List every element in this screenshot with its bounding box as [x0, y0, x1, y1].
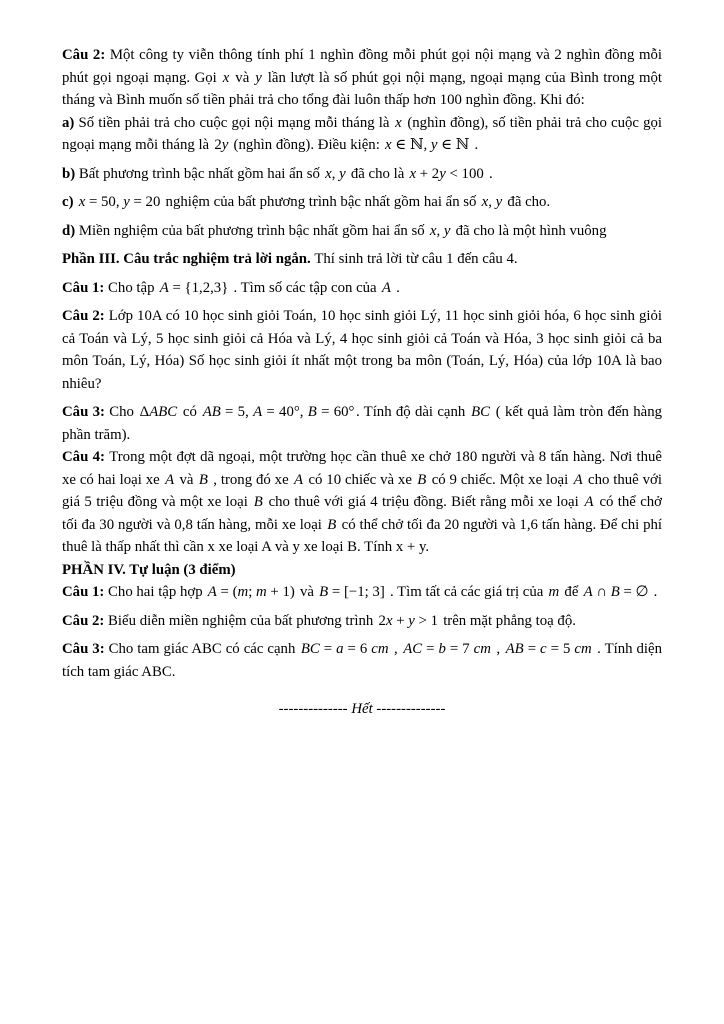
text-run: Cho: [109, 404, 139, 420]
text-run: có thể chở tối đa 30 người và 0,8 tấn hàng, mỗi xe loại: [62, 494, 662, 533]
text-run: đã cho.: [503, 194, 551, 210]
text-run: .: [392, 279, 400, 296]
text-run: lần lượt là số phút gọi nội mạng, ngoại mạng của Bình trong một tháng và Bình muốn số tiền phải trả cho tổng đài luôn thấp hơn 100 nghìn đồng. Khi đó:: [62, 69, 662, 108]
text-run: --------------: [278, 701, 352, 717]
part3-cau4: [62, 446, 662, 559]
math-run: A: [573, 471, 583, 488]
text-run: Một công ty viễn thông tính phí 1 nghìn đồng mỗi phút gọi nội mạng và 2 nghìn đồng mỗi phút gọi ngoại mạng. Gọi: [62, 47, 662, 86]
text-run: Thí sinh trả lời từ câu 1 đến câu 4.: [314, 251, 518, 267]
math-run: A = {1,2,3}: [159, 279, 229, 296]
math-run: A: [165, 471, 175, 488]
text-run: . Tìm tất cả các giá trị của: [386, 584, 548, 600]
text-run: đã cho là một hình vuông: [451, 222, 607, 239]
math-run: x, y: [481, 194, 503, 210]
text-run: , trong đó xe: [209, 471, 293, 488]
math-run: B: [198, 471, 208, 488]
math-run: x, y: [325, 165, 346, 182]
text-run: cho thuê với giá 4 triệu đồng. Biết rằng mỗi xe loại: [264, 494, 584, 510]
math-run: x: [222, 69, 230, 86]
text-run: nghiệm của bất phương trình bậc nhất gồm hai ẩn số: [161, 194, 481, 210]
math-run: ΔABC: [139, 404, 178, 420]
math-run: A ∩ B = ∅: [583, 584, 649, 600]
text-run: Miền nghiệm của bất phương trình bậc nhất gồm hai ẩn số: [78, 222, 429, 239]
text-run: (nghìn đồng), số tiền phải trả cho cuộc gọi ngoại mạng mỗi tháng là: [62, 114, 662, 153]
text-run: . Tính độ dài cạnh: [355, 404, 470, 420]
math-run: 2y: [214, 137, 229, 153]
text-run: và: [175, 471, 198, 488]
text-run: d): [62, 222, 79, 239]
text-run: có 9 chiếc. Một xe loại: [427, 471, 573, 488]
text-run: --------------: [372, 701, 446, 717]
text-run: đã cho là: [347, 165, 408, 182]
text-run: Biểu diễn miền nghiệm của bất phương trình: [108, 612, 378, 629]
text-run: c): [62, 194, 78, 210]
text-run: . Tìm số các tập con của: [229, 279, 381, 296]
text-run: Câu 2:: [62, 612, 109, 629]
text-run: b): [62, 165, 79, 182]
part2-cau2-c: [62, 191, 662, 214]
text-run: Câu 4:: [62, 449, 110, 465]
part4-header: [62, 559, 662, 582]
math-run: A: [294, 471, 304, 488]
text-run: PHẦN IV. Tự luận (3 điểm): [62, 561, 236, 578]
text-run: Cho hai tập hợp: [108, 584, 207, 600]
part3-cau2: [62, 305, 662, 395]
part2-cau2-a: [62, 112, 662, 157]
math-run: x: [395, 114, 402, 131]
text-run: Câu 1:: [62, 584, 109, 600]
math-run: AB = c = 5 cm: [505, 641, 592, 657]
text-run: trên mặt phẳng toạ độ.: [439, 612, 576, 629]
math-run: B: [253, 494, 263, 510]
text-run: có 10 chiếc và xe: [304, 471, 416, 488]
math-run: A: [584, 494, 594, 510]
text-run: a): [62, 114, 79, 131]
math-run: x ∈ ℕ, y ∈ ℕ: [385, 137, 470, 153]
part2-cau2-d: [62, 220, 662, 243]
text-run: . Tính diện tích tam giác ABC.: [62, 641, 662, 680]
math-run: m: [548, 584, 560, 600]
text-run: .: [470, 137, 479, 153]
math-run: A = (m; m + 1): [207, 584, 295, 600]
text-run: Lớp 10A có 10 học sinh giỏi Toán, 10 học sinh giỏi Lý, 11 học sinh giỏi hóa, 6 học sinh giỏi cả Toán và Lý, 5 học sinh giỏi cả Hóa và Lý, 4 học sinh giỏi cả Toán và Hóa, 3 học sinh giỏi cả ba môn Toán, Lý, Hóa) Số học sinh giỏi ít nhất một trong ba môn (Toán, Lý, Hóa) của lớp 10A là bao nhiêu?: [62, 308, 662, 392]
text-run: để: [560, 584, 583, 600]
text-run: Câu 2:: [62, 308, 109, 324]
text-run: và: [296, 584, 318, 600]
part4-cau2: [62, 610, 662, 633]
footer-het: [62, 698, 662, 721]
text-run: cho thuê với giá 5 triệu đồng và một xe loại: [62, 471, 662, 510]
text-run: Cho tập: [108, 279, 159, 296]
text-run: Phần III. Câu trắc nghiệm trả lời ngắn.: [62, 251, 315, 267]
math-run: x, y: [429, 222, 451, 239]
part4-cau1: [62, 581, 662, 604]
text-run: Bất phương trình bậc nhất gồm hai ẩn số: [78, 165, 324, 182]
text-run: Câu 1:: [62, 279, 109, 296]
part2-cau2-intro: [62, 44, 662, 112]
text-run: ( kết quả làm tròn đến hàng phần trăm).: [62, 404, 663, 443]
math-run: x = 50, y = 20: [78, 194, 161, 210]
text-run: Cho tam giác ABC có các cạnh: [108, 641, 300, 657]
math-run: BC = a = 6 cm: [300, 641, 389, 657]
math-run: B = [−1; 3]: [319, 584, 385, 600]
part3-cau1: [62, 277, 662, 300]
math-run: B: [417, 471, 427, 488]
math-run: A: [381, 279, 391, 296]
text-run: và: [230, 69, 254, 86]
part3-header: [62, 248, 662, 271]
text-run: ,: [390, 641, 402, 657]
part4-cau3: [62, 638, 662, 683]
text-run: Hết: [351, 701, 373, 717]
text-run: Câu 3:: [62, 641, 109, 657]
text-run: .: [649, 584, 658, 600]
text-run: có: [178, 404, 202, 420]
text-run: (nghìn đồng). Điều kiện:: [229, 137, 384, 153]
math-run: 2x + y > 1: [378, 612, 438, 629]
text-run: Câu 3:: [62, 404, 110, 420]
text-run: Số tiền phải trả cho cuộc gọi nội mạng mỗi tháng là: [78, 114, 394, 131]
text-run: Trong một đợt dã ngoại, một trường học cần thuê xe chở 180 người và 8 tấn hàng. Nơi thuê xe có hai loại xe: [62, 449, 662, 488]
math-run: AC = b = 7 cm: [403, 641, 491, 657]
text-run: Câu 2:: [62, 47, 110, 63]
part2-cau2-b: [62, 163, 662, 186]
math-run: B: [327, 516, 337, 533]
part3-cau3: [62, 401, 662, 446]
math-run: y: [255, 69, 262, 86]
text-run: .: [485, 165, 493, 182]
text-run: có thể chở tối đa 20 người và 1,6 tấn hàng. Để chi phí thuê là thấp nhất thì cần x xe loại A và y xe loại B. Tính x + y.: [62, 516, 662, 555]
text-run: ,: [492, 641, 505, 657]
math-run: x + 2y < 100: [409, 165, 484, 182]
math-run: BC: [471, 404, 490, 420]
math-run: AB = 5, A = 40°, B = 60°: [202, 404, 355, 420]
